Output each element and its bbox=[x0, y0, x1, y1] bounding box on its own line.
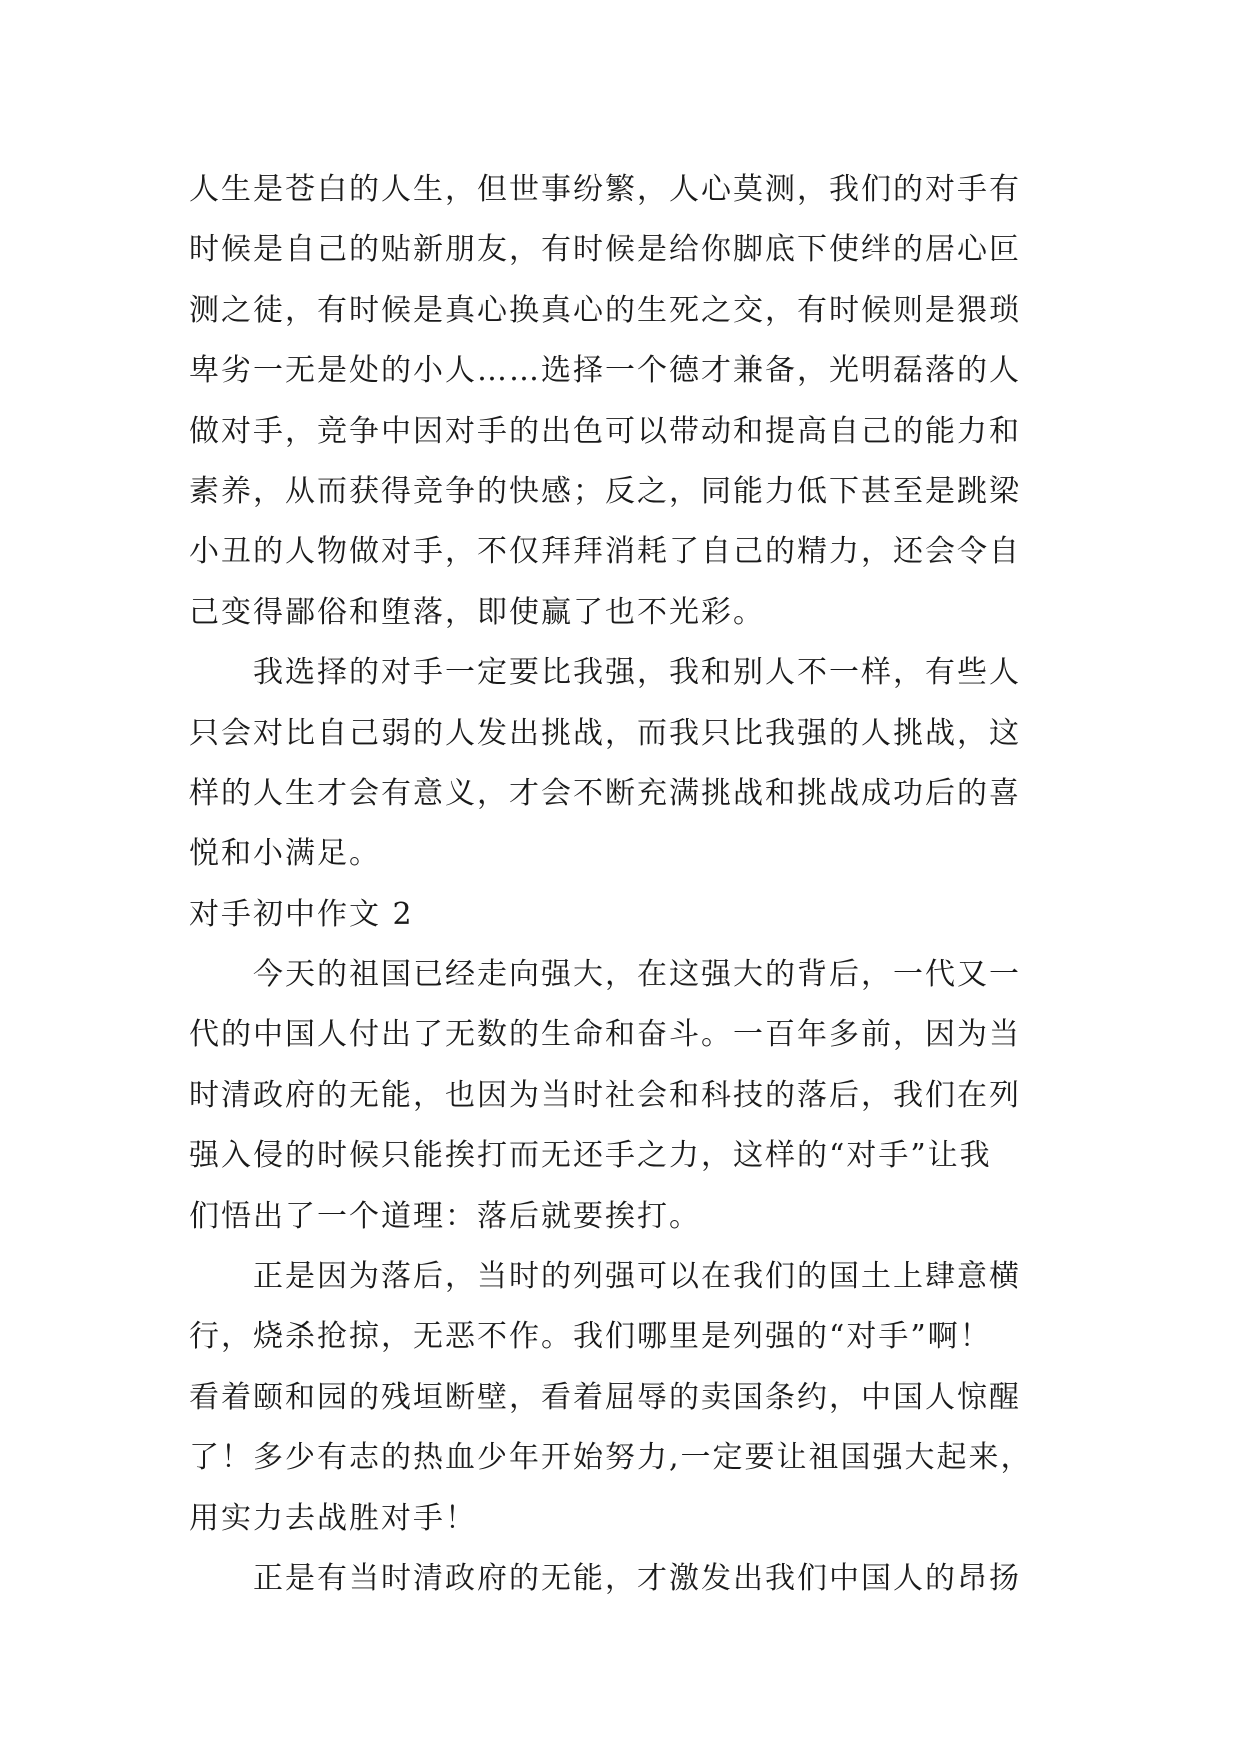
text-line: 时候是自己的贴新朋友，有时候是给你脚底下使绊的居心叵 bbox=[189, 232, 1021, 268]
text-line: 看着颐和园的残垣断壁，看着屈辱的卖国条约，中国人惊醒 bbox=[189, 1379, 1021, 1415]
text-line: 时清政府的无能，也因为当时社会和科技的落后，我们在列 bbox=[189, 1077, 1021, 1113]
text-line: 己变得鄙俗和堕落，即使赢了也不光彩。 bbox=[189, 594, 765, 630]
paragraph-first-line: 正是有当时清政府的无能，才激发出我们中国人的昂扬 bbox=[253, 1560, 1021, 1596]
section-heading: 对手初中作文 2 bbox=[189, 896, 414, 932]
text-line: 悦和小满足。 bbox=[189, 836, 381, 872]
text-line: 了！多少有志的热血少年开始努力,一定要让祖国强大起来， bbox=[189, 1440, 1033, 1476]
text-line: 样的人生才会有意义，才会不断充满挑战和挑战成功后的喜 bbox=[189, 775, 1021, 811]
text-line: 素养，从而获得竞争的快感；反之，同能力低下甚至是跳梁 bbox=[189, 473, 1021, 509]
text-line: 小丑的人物做对手，不仅拜拜消耗了自己的精力，还会令自 bbox=[189, 534, 1021, 570]
text-line: 用实力去战胜对手！ bbox=[189, 1500, 477, 1536]
text-line: 卑劣一无是处的小人……选择一个德才兼备，光明磊落的人 bbox=[189, 353, 1021, 389]
text-line: 人生是苍白的人生，但世事纷繁，人心莫测，我们的对手有 bbox=[189, 172, 1021, 207]
document-body bbox=[189, 160, 1057, 1609]
text-line: 测之徒，有时候是真心换真心的生死之交，有时候则是猥琐 bbox=[189, 292, 1021, 328]
paragraph-first-line: 我选择的对手一定要比我强，我和别人不一样，有些人 bbox=[253, 655, 1021, 691]
paragraph-first-line: 正是因为落后，当时的列强可以在我们的国土上肆意横 bbox=[253, 1259, 1021, 1295]
text-line: 做对手，竞争中因对手的出色可以带动和提高自己的能力和 bbox=[189, 413, 1021, 449]
text-line: 强入侵的时候只能挨打而无还手之力，这样的“对手”让我 bbox=[189, 1138, 992, 1174]
text-line: 只会对比自己弱的人发出挑战，而我只比我强的人挑战，这 bbox=[189, 715, 1021, 751]
text-line: 行，烧杀抢掠，无恶不作。我们哪里是列强的“对手”啊！ bbox=[189, 1319, 992, 1355]
text-line: 代的中国人付出了无数的生命和奋斗。一百年多前，因为当 bbox=[189, 1017, 1021, 1053]
text-line: 们悟出了一个道理：落后就要挨打。 bbox=[189, 1198, 701, 1234]
paragraph-first-line: 今天的祖国已经走向强大，在这强大的背后，一代又一 bbox=[253, 957, 1021, 993]
